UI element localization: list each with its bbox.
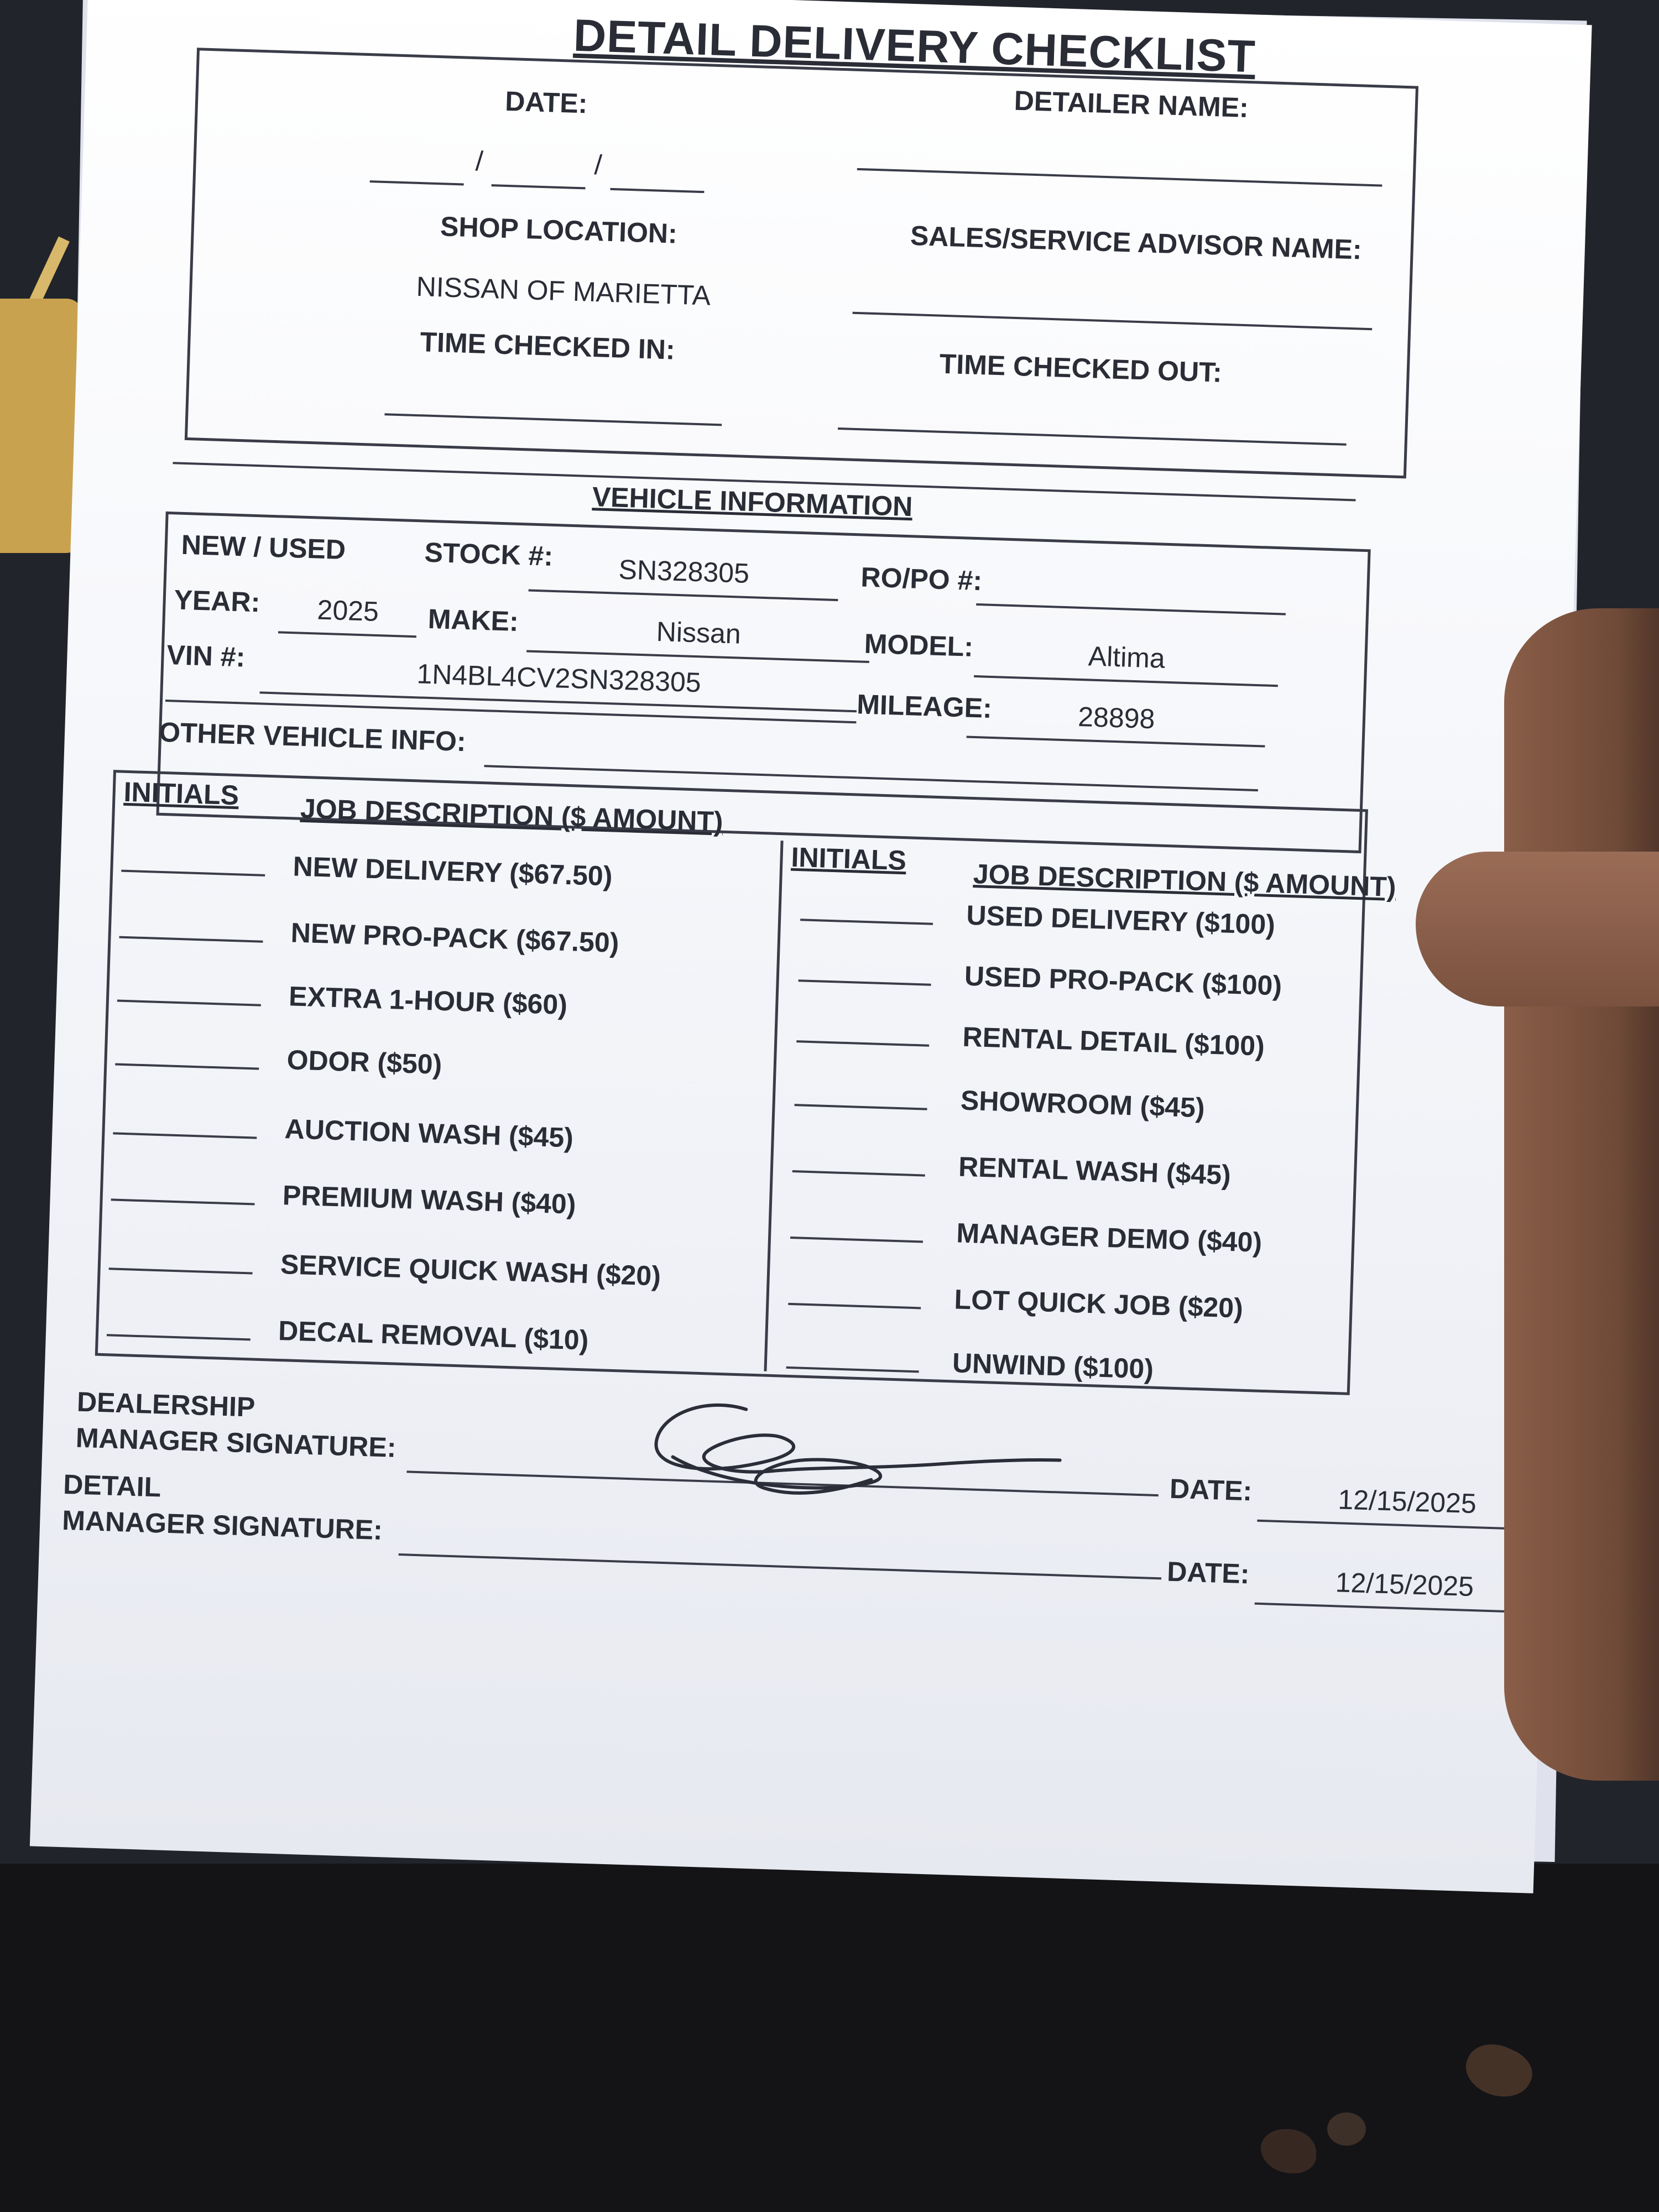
year-value: 2025 xyxy=(316,594,379,628)
date-separator: / xyxy=(475,145,484,177)
job-service-quick-wash: SERVICE QUICK WASH ($20) xyxy=(280,1249,661,1292)
shop-location-value: NISSAN OF MARIETTA xyxy=(415,270,711,311)
detail-signature-line[interactable] xyxy=(399,1553,1161,1579)
leaf-debris xyxy=(1327,2112,1366,2146)
job-description-header-right: JOB DESCRIPTION ($ AMOUNT) xyxy=(973,858,1397,903)
job-showroom: SHOWROOM ($45) xyxy=(960,1084,1206,1124)
detail-signature-label-line1: DETAIL xyxy=(62,1468,162,1503)
mileage-label: MILEAGE: xyxy=(856,688,993,724)
initials-header-left: INITIALS xyxy=(123,776,239,811)
model-label: MODEL: xyxy=(864,628,974,662)
stock-value: SN328305 xyxy=(618,554,750,589)
time-out-label: TIME CHECKED OUT: xyxy=(938,348,1223,388)
job-extra-1-hour: EXTRA 1-HOUR ($60) xyxy=(288,980,568,1021)
detail-date-value: 12/15/2025 xyxy=(1334,1567,1474,1603)
yellow-cup xyxy=(0,299,83,553)
vin-value: 1N4BL4CV2SN328305 xyxy=(416,658,702,698)
make-value: Nissan xyxy=(656,615,742,650)
time-in-label: TIME CHECKED IN: xyxy=(419,326,676,366)
detailer-name-label: DETAILER NAME: xyxy=(1013,85,1249,123)
new-used-label: NEW / USED xyxy=(181,529,346,566)
job-new-delivery: NEW DELIVERY ($67.50) xyxy=(292,851,613,892)
job-auction-wash: AUCTION WASH ($45) xyxy=(284,1113,574,1154)
job-lot-quick-job: LOT QUICK JOB ($20) xyxy=(953,1284,1244,1324)
job-premium-wash: PREMIUM WASH ($40) xyxy=(282,1180,577,1220)
other-info-label: OTHER VEHICLE INFO: xyxy=(158,716,467,758)
job-description-header-left: JOB DESCRIPTION ($ AMOUNT) xyxy=(300,792,724,837)
job-odor: ODOR ($50) xyxy=(286,1044,443,1081)
stock-label: STOCK #: xyxy=(424,536,554,572)
advisor-name-label: SALES/SERVICE ADVISOR NAME: xyxy=(910,220,1363,265)
vin-label: VIN #: xyxy=(166,639,246,673)
holding-thumb xyxy=(1416,852,1659,1006)
dealership-date-value: 12/15/2025 xyxy=(1337,1484,1477,1520)
holding-hand xyxy=(1504,608,1659,1781)
mileage-value: 28898 xyxy=(1077,701,1156,735)
handwritten-signature xyxy=(638,1390,1073,1525)
ro-po-label: RO/PO #: xyxy=(860,561,983,597)
detail-signature-label-line2: MANAGER SIGNATURE: xyxy=(61,1504,383,1546)
background-floor xyxy=(0,1864,1659,2212)
job-manager-demo: MANAGER DEMO ($40) xyxy=(956,1217,1262,1258)
job-decal-removal: DECAL REMOVAL ($10) xyxy=(278,1315,589,1356)
date-label: DATE: xyxy=(504,85,588,119)
job-rental-detail: RENTAL DETAIL ($100) xyxy=(962,1021,1265,1062)
job-used-pro-pack: USED PRO-PACK ($100) xyxy=(964,960,1282,1001)
model-value: Altima xyxy=(1088,640,1166,674)
checklist-sheet xyxy=(30,0,1592,1893)
dealership-signature-label-line2: MANAGER SIGNATURE: xyxy=(75,1422,397,1463)
job-unwind: UNWIND ($100) xyxy=(952,1347,1154,1385)
year-label: YEAR: xyxy=(173,584,261,618)
shop-location-label: SHOP LOCATION: xyxy=(440,211,678,249)
job-used-delivery: USED DELIVERY ($100) xyxy=(966,899,1276,941)
job-new-pro-pack: NEW PRO-PACK ($67.50) xyxy=(290,917,620,958)
initials-header-right: INITIALS xyxy=(790,841,907,877)
dealership-date-label: DATE: xyxy=(1169,1473,1253,1507)
make-label: MAKE: xyxy=(427,603,519,637)
job-rental-wash: RENTAL WASH ($45) xyxy=(958,1151,1232,1191)
detail-date-label: DATE: xyxy=(1166,1556,1250,1590)
form-title: DETAIL DELIVERY CHECKLIST xyxy=(572,10,1256,82)
date-separator: / xyxy=(593,149,603,181)
dealership-signature-label-line1: DEALERSHIP xyxy=(76,1386,256,1423)
vehicle-section-title: VEHICLE INFORMATION xyxy=(592,481,914,523)
